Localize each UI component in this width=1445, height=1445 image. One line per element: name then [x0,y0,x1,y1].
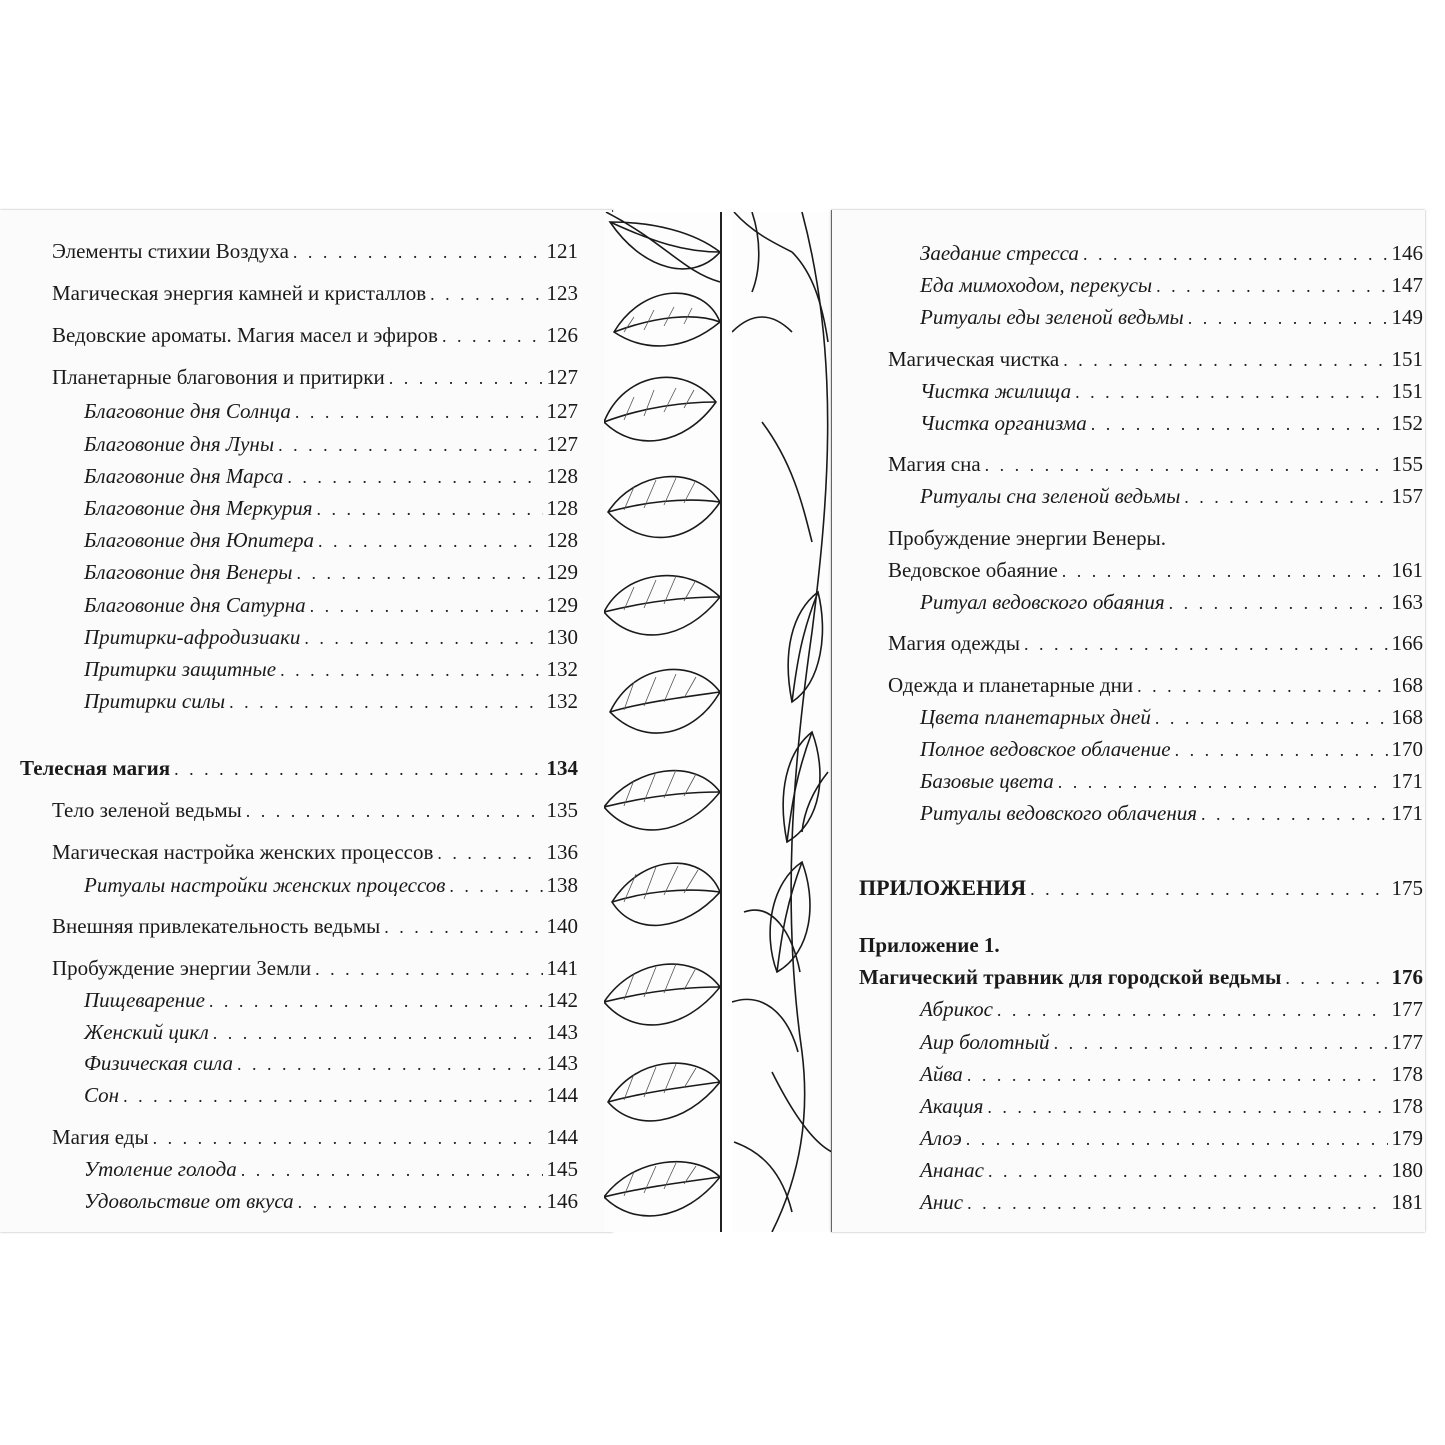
toc-entry: Акация . . . 178 [920,1091,1423,1122]
right-vine-illustration [732,212,832,1232]
leaf-pattern-icon [604,212,720,1232]
toc-entry: Магия еды . . . 144 [52,1122,578,1153]
toc-entry: Благовоние дня Марса . . . 128 [84,461,578,492]
right-page [831,210,1425,1232]
toc-entry: Анис . . . 181 [920,1187,1423,1218]
toc-entry: Ритуалы сна зеленой ведьмы . . . 157 [920,481,1423,512]
toc-entry: Айва . . . 178 [920,1059,1423,1090]
toc-entry: Физическая сила . . . 143 [84,1048,578,1079]
toc-entry: Заедание стресса . . . 146 [920,238,1423,269]
toc-entry: Приложение 1. [859,933,1000,957]
left-leaf-illustration [604,212,722,1232]
toc-entry: Притирки защитные . . . 132 [84,654,578,685]
toc-entry: Внешняя привлекательность ведьмы . . . 140 [52,911,578,942]
toc-entry: Ананас . . . 180 [920,1155,1423,1186]
left-page [0,210,613,1232]
toc-entry: Алоэ . . . 179 [920,1123,1423,1154]
toc-entry: Пробуждение энергии Земли . . . 141 [52,953,578,984]
toc-entry: Тело зеленой ведьмы . . . 135 [52,795,578,826]
toc-entry: Абрикос . . . 177 [920,994,1423,1025]
toc-entry: Магия одежды . . . 166 [888,628,1423,659]
toc-entry: Благовоние дня Юпитера . . . 128 [84,525,578,556]
toc-entry: Магия сна . . . 155 [888,449,1423,480]
toc-entry: Магическая энергия камней и кристаллов . . . 123 [52,278,578,309]
toc-entry: Аир болотный . . . 177 [920,1027,1423,1058]
toc-entry: Ведовские ароматы. Магия масел и эфиров . . . 126 [52,320,578,351]
toc-entry: Пищеварение . . . 142 [84,985,578,1016]
toc-entry: Притирки-афродизиаки . . . 130 [84,622,578,653]
toc-entry: Цвета планетарных дней . . . 168 [920,702,1423,733]
toc-entry: Женский цикл . . . 143 [84,1017,578,1048]
toc-entry: Благовоние дня Луны . . . 127 [84,429,578,460]
toc-entry: Магическая чистка . . . 151 [888,344,1423,375]
toc-entry: Утоление голода . . . 145 [84,1154,578,1185]
toc-entry: Благовоние дня Меркурия . . . 128 [84,493,578,524]
toc-entry: Удовольствие от вкуса . . . 146 [84,1186,578,1217]
toc-entry: Благовоние дня Солнца . . . 127 [84,396,578,427]
toc-entry: Одежда и планетарные дни . . . 168 [888,670,1423,701]
toc-entry: Элементы стихии Воздуха . . . 121 [52,236,578,267]
toc-entry: Ведовское обаяние . . . 161 [888,555,1423,586]
toc-entry: Магическая настройка женских процессов . . . 136 [52,837,578,868]
toc-entry: Чистка жилища . . . 151 [920,376,1423,407]
toc-entry: Благовоние дня Венеры . . . 129 [84,557,578,588]
toc-entry: ПРИЛОЖЕНИЯ . . . 175 [859,873,1423,904]
toc-entry: Еда мимоходом, перекусы . . . 147 [920,270,1423,301]
toc-entry: Магический травник для городской ведьмы . . . 176 [859,962,1423,993]
toc-entry: Ритуал ведовского обаяния . . . 163 [920,587,1423,618]
toc-entry: Ритуалы настройки женских процессов . . . 138 [84,870,578,901]
toc-entry: Благовоние дня Сатурна . . . 129 [84,590,578,621]
toc-entry: Ритуалы ведовского облачения . . . 171 [920,798,1423,829]
toc-entry: Чистка организма . . . 152 [920,408,1423,439]
toc-entry: Пробуждение энергии Венеры. [888,526,1166,550]
toc-entry: Планетарные благовония и притирки . . . 127 [52,362,578,393]
toc-entry: Ритуалы еды зеленой ведьмы . . . 149 [920,302,1423,333]
toc-entry: Сон . . . 144 [84,1080,578,1111]
toc-entry: Телесная магия . . . 134 [20,753,578,784]
vine-pattern-icon [732,212,832,1232]
toc-entry: Полное ведовское облачение . . . 170 [920,734,1423,765]
toc-entry: Притирки силы . . . 132 [84,686,578,717]
toc-entry: Базовые цвета . . . 171 [920,766,1423,797]
